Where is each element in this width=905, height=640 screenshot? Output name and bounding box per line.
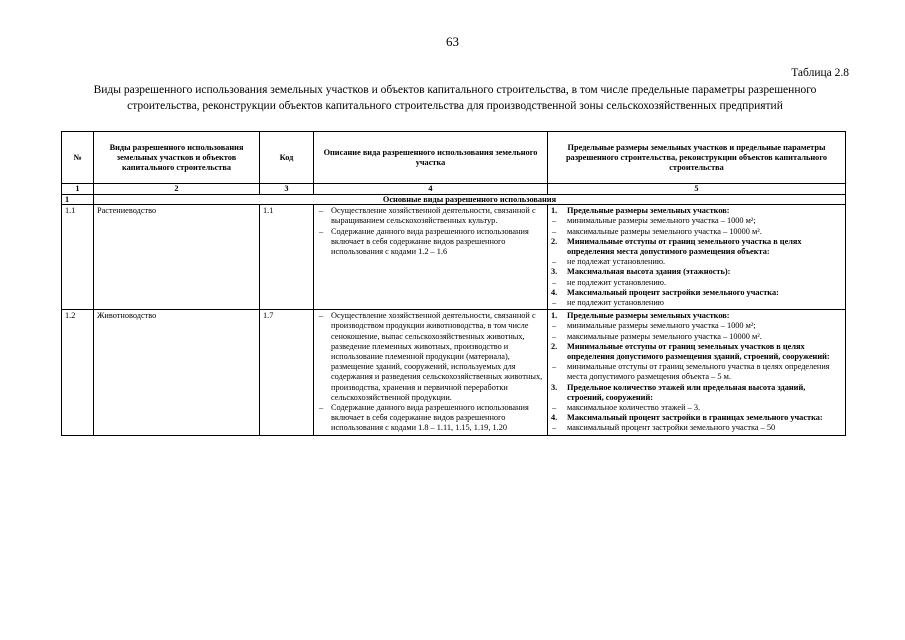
limit-heading xyxy=(551,342,842,362)
limit-heading xyxy=(551,413,842,423)
table-row xyxy=(62,310,846,435)
section-number: 1 xyxy=(62,194,94,205)
limit-group xyxy=(551,383,842,414)
section-label: Основные виды разрешенного использования xyxy=(94,194,846,205)
row-description xyxy=(314,205,548,310)
description-item: – Осуществление хозяйственной деятельности, связанной с производством продукции животноводства, в том числе сенокошение, выпас сельскохозяйственных животных, разведение племенных животных, производство и использование племенной продукции (материала), размещение зданий, сооружений, используемых для содержания и разведения сельскохозяйственных животных, производства, хранения и первичной переработки сельскохозяйственной продукции. xyxy=(317,311,544,403)
table-label: Таблица 2.8 xyxy=(791,67,849,79)
limit-number: 3. xyxy=(551,267,558,277)
column-number: 3 xyxy=(260,184,314,195)
limit-group xyxy=(551,267,842,287)
limit-title: Минимальные отступы от границ земельного участка в целях определения места допустимого размещения объекта: xyxy=(567,236,802,256)
limit-group xyxy=(551,413,842,433)
limit-heading xyxy=(551,311,842,321)
limit-title: Максимальный процент застройки земельного участка: xyxy=(567,287,779,297)
document-title: Виды разрешенного использования земельных участков и объектов капитального строительства, в том числе предельные параметры разрешенного строительства, реконструкции объектов капитального строительства для производственной зоны сельскохозяйственных предприятий xyxy=(93,84,817,112)
column-number: 2 xyxy=(94,184,260,195)
limit-item: – не подлежит установлению. xyxy=(551,278,842,288)
description-item: – Осуществление хозяйственной деятельности, связанной с выращиванием сельскохозяйственных культур. xyxy=(317,206,544,226)
header-code: Код xyxy=(260,132,314,184)
limit-group xyxy=(551,288,842,308)
limit-number: 4. xyxy=(551,413,558,423)
limit-group xyxy=(551,311,842,342)
limit-group xyxy=(551,342,842,383)
column-number: 1 xyxy=(62,184,94,195)
row-number: 1.2 xyxy=(62,310,94,435)
header-number: № xyxy=(62,132,94,184)
limit-heading xyxy=(551,206,842,216)
row-use-type: Животноводство xyxy=(94,310,260,435)
description-item: – Содержание данного вида разрешенного использования включает в себя содержание видов разрешенного использования с кодами 1.8 – 1.11, 1.15, 1.19, 1.20 xyxy=(317,403,544,434)
limit-heading xyxy=(551,267,842,277)
limit-number: 3. xyxy=(551,382,558,392)
row-description xyxy=(314,310,548,435)
row-use-type: Растениеводство xyxy=(94,205,260,310)
limit-item: – максимальное количество этажей – 3. xyxy=(551,403,842,413)
limit-title: Максимальная высота здания (этажность): xyxy=(567,267,731,277)
limit-item: – не подлежат установлению. xyxy=(551,257,842,267)
limit-group xyxy=(551,237,842,268)
column-number: 4 xyxy=(314,184,548,195)
header-limits: Предельные размеры земельных участков и предельные параметры разрешенного строительства, реконструкции объектов капитального строительства xyxy=(548,132,846,184)
column-number-row xyxy=(62,184,846,195)
limit-number: 1. xyxy=(551,311,558,321)
row-number: 1.1 xyxy=(62,205,94,310)
row-limits xyxy=(548,310,846,435)
limit-title: Предельные размеры земельных участков: xyxy=(567,206,730,216)
limit-heading xyxy=(551,383,842,403)
row-code: 1.7 xyxy=(260,310,314,435)
limit-item: – максимальные размеры земельного участка – 10000 м². xyxy=(551,227,842,237)
limit-item: – максимальные размеры земельного участка – 10000 м². xyxy=(551,332,842,342)
limit-heading xyxy=(551,237,842,257)
limit-heading xyxy=(551,288,842,298)
limit-item: – минимальные размеры земельного участка – 1000 м²; xyxy=(551,216,842,226)
row-code: 1.1 xyxy=(260,205,314,310)
land-use-table xyxy=(61,131,846,436)
limit-item: – минимальные отступы от границ земельного участка в целях определения места допустимого размещения объекта – 5 м. xyxy=(551,362,842,382)
header-description: Описание вида разрешенного использования земельного участка xyxy=(314,132,548,184)
limit-group xyxy=(551,206,842,237)
limit-number: 2. xyxy=(551,236,558,246)
page-number: 63 xyxy=(446,34,459,49)
section-row xyxy=(62,194,846,205)
limit-title: Предельное количество этажей или предельная высота зданий, строений, сооружений: xyxy=(567,382,806,402)
limit-number: 2. xyxy=(551,341,558,351)
limit-item: – минимальные размеры земельного участка – 1000 м²; xyxy=(551,321,842,331)
description-item: – Содержание данного вида разрешенного использования включает в себя содержание видов разрешенного использования с кодами 1.2 – 1.6 xyxy=(317,227,544,258)
limit-title: Максимальный процент застройки в границах земельного участка: xyxy=(567,413,823,423)
limit-item: – не подлежит установлению xyxy=(551,298,842,308)
column-number: 5 xyxy=(548,184,846,195)
limit-title: Предельные размеры земельных участков: xyxy=(567,311,730,321)
header-row xyxy=(62,132,846,184)
header-use-type: Виды разрешенного использования земельных участков и объектов капитального строительства xyxy=(94,132,260,184)
row-limits xyxy=(548,205,846,310)
limit-number: 4. xyxy=(551,287,558,297)
limit-number: 1. xyxy=(551,206,558,216)
limit-title: Минимальные отступы от границ земельных участков в целях определения допустимого размещения зданий, строений, сооружений: xyxy=(567,341,830,362)
table-row xyxy=(62,205,846,310)
limit-item: – максимальный процент застройки земельного участка – 50 xyxy=(551,423,842,433)
